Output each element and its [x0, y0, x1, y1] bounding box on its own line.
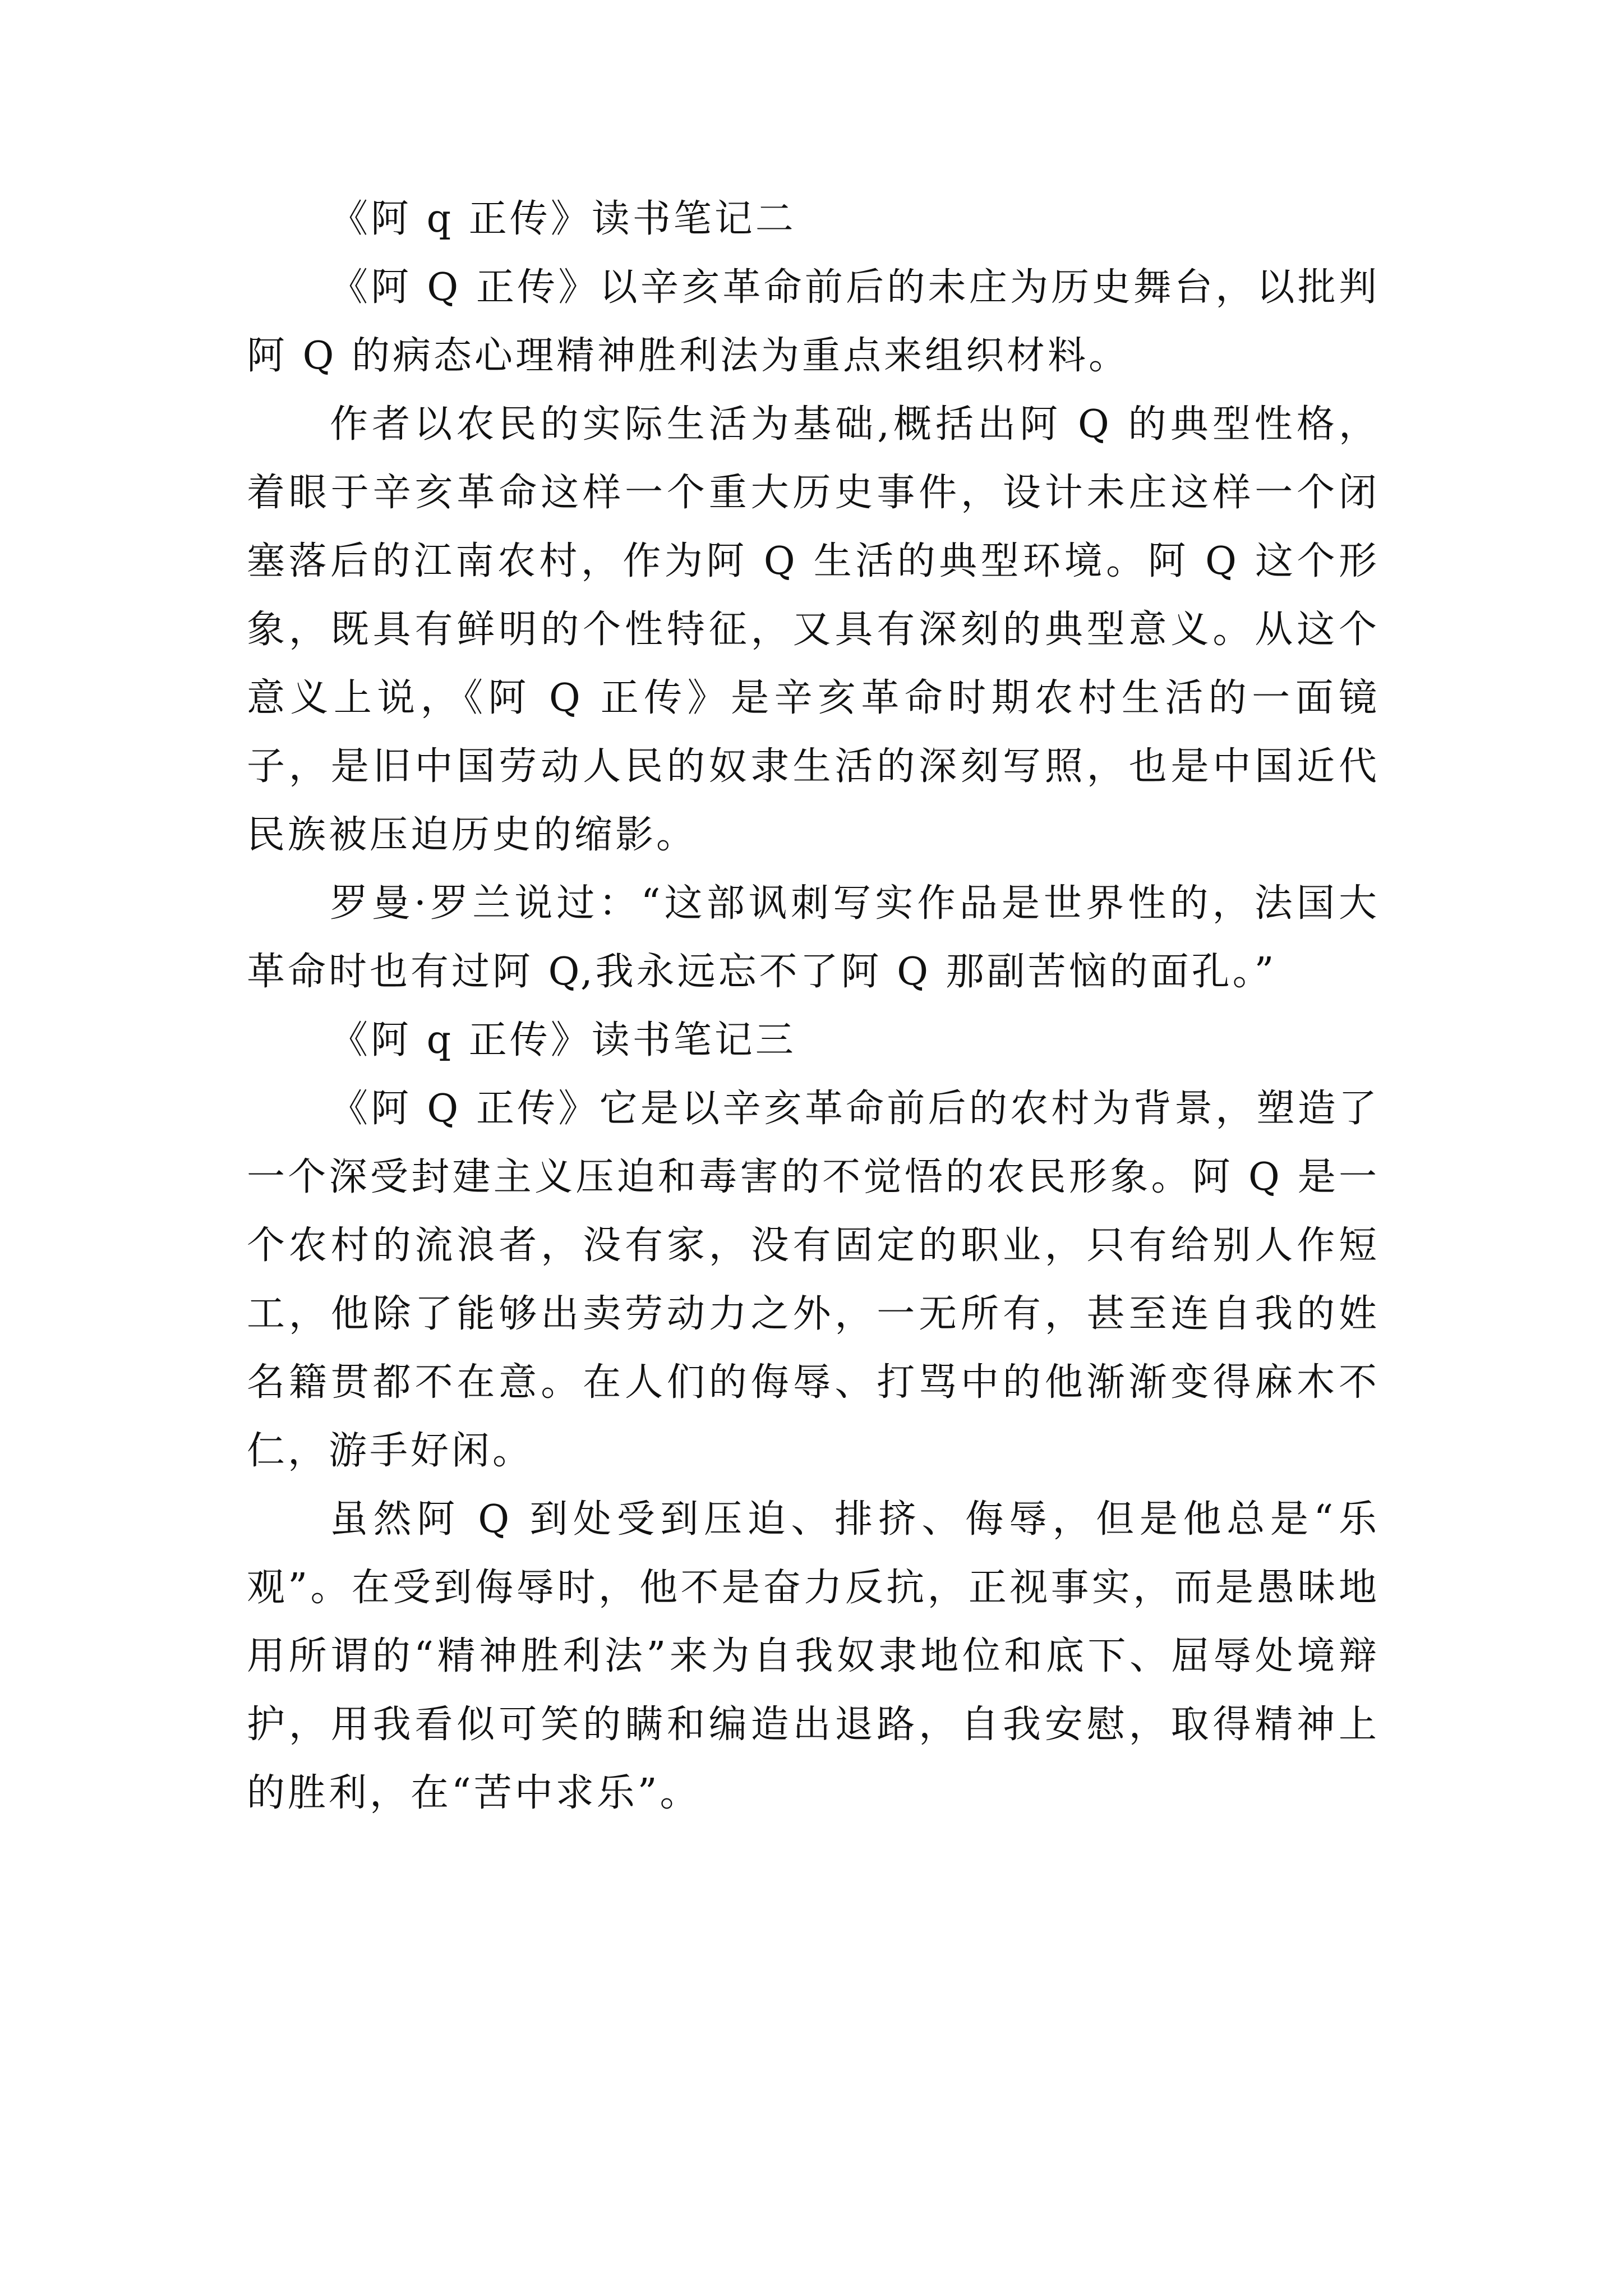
paragraph-3: 罗曼·罗兰说过：“这部讽刺写实作品是世界性的，法国大革命时也有过阿 Q,我永远忘不了阿 Q 那副苦恼的面孔。” [247, 881, 1380, 994]
section-heading-3: 《阿 q 正传》读书笔记三 [330, 1018, 796, 1062]
document-body [247, 185, 1380, 1828]
paragraph-2: 作者以农民的实际生活为基础,概括出阿 Q 的典型性格，着眼于辛亥革命这样一个重大历史事件，设计未庄这样一个闭塞落后的江南农村，作为阿 Q 生活的典型环境。阿 Q 这个形象，既具有鲜明的个性特征，又具有深刻的典型意义。从这个意义上说，《阿 Q 正传》是辛亥革命时期农村生活的一面镜子，是旧中国劳动人民的奴隶生活的深刻写照，也是中国近代民族被压迫历史的缩影。 [247, 402, 1380, 857]
paragraph-4: 《阿 Q 正传》它是以辛亥革命前后的农村为背景，塑造了一个深受封建主义压迫和毒害的不觉悟的农民形象。阿 Q 是一个农村的流浪者，没有家，没有固定的职业，只有给别人作短工，他除了能够出卖劳动力之外，一无所有，甚至连自我的姓名籍贯都不在意。在人们的侮辱、打骂中的他渐渐变得麻木不仁，游手好闲。 [247, 1087, 1380, 1473]
paragraph-5: 虽然阿 Q 到处受到压迫、排挤、侮辱，但是他总是“乐观”。在受到侮辱时，他不是奋力反抗，正视事实，而是愚昧地用所谓的“精神胜利法”来为自我奴隶地位和底下、屈辱处境辩护，用我看似可笑的瞒和编造出退路，自我安慰，取得精神上的胜利，在“苦中求乐”。 [247, 1497, 1380, 1815]
paragraph-1: 《阿 Q 正传》以辛亥革命前后的未庄为历史舞台，以批判阿 Q 的病态心理精神胜利法为重点来组织材料。 [247, 265, 1380, 378]
section-heading-2: 《阿 q 正传》读书笔记二 [330, 197, 796, 241]
